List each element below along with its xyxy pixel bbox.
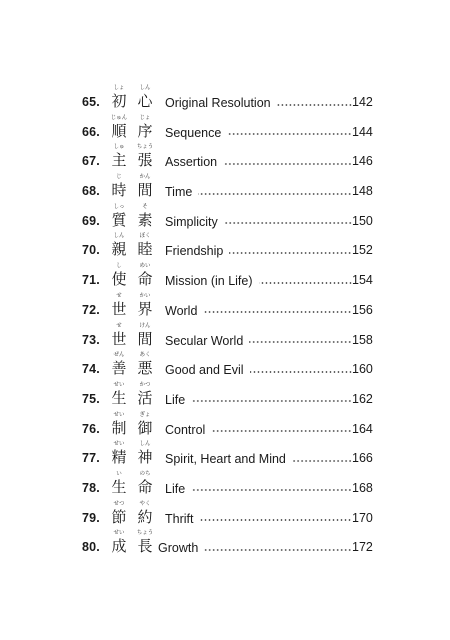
kanji-first: 精: [111, 448, 127, 467]
toc-entry[interactable]: [0, 412, 450, 442]
dot-leader: [250, 371, 352, 373]
furigana-second: のち: [139, 470, 151, 477]
furigana-second: かい: [139, 292, 151, 299]
page-number: 154: [352, 273, 373, 288]
entry-title: Original Resolution: [165, 96, 271, 110]
entry-title: Simplicity: [165, 214, 218, 229]
entry-number: 65.: [82, 95, 100, 109]
kanji-first: 世: [111, 299, 127, 318]
furigana-first: せつ: [113, 500, 125, 507]
kanji-first: 主: [111, 151, 127, 170]
entry-title: Control: [165, 422, 206, 437]
kanji-second: 睦: [137, 240, 153, 259]
dot-leader: [204, 549, 352, 551]
toc-entry[interactable]: [0, 115, 450, 145]
entry-number: 68.: [82, 184, 100, 199]
entry-title: World: [165, 303, 198, 318]
dot-leader: [211, 430, 352, 432]
entry-number: 66.: [82, 124, 100, 139]
page-number: 170: [352, 510, 373, 525]
kanji-first: 世: [111, 329, 127, 348]
dot-leader: [191, 489, 352, 491]
page-number: 156: [352, 302, 373, 317]
furigana-first: せ: [116, 322, 122, 329]
entry-number: 72.: [82, 302, 100, 317]
kanji-first: 制: [111, 418, 127, 437]
kanji-first: 使: [111, 270, 127, 289]
toc-entry[interactable]: [0, 293, 450, 323]
furigana-second: あく: [139, 352, 151, 359]
dot-leader: [259, 282, 352, 284]
dot-leader: [199, 519, 352, 521]
dot-leader: [249, 341, 352, 343]
kanji-first: 成: [111, 537, 127, 556]
entry-number: 77.: [82, 451, 100, 466]
kanji-second: 長: [137, 537, 153, 556]
entry-title: Sequence: [165, 125, 222, 140]
page-number: 142: [352, 95, 373, 109]
kanji-first: 時: [111, 181, 127, 200]
kanji-second: 命: [137, 477, 153, 496]
kanji-first: 生: [111, 477, 127, 496]
kanji-second: 約: [137, 507, 153, 526]
page-number: 150: [352, 213, 373, 228]
entry-number: 74.: [82, 362, 100, 377]
furigana-second: かつ: [139, 381, 151, 388]
furigana-first: せい: [113, 441, 125, 448]
dot-leader: [277, 104, 352, 106]
entry-number: 67.: [82, 154, 100, 169]
toc-entry[interactable]: [0, 471, 450, 501]
kanji-second: 活: [137, 388, 153, 407]
kanji-first: 親: [111, 240, 127, 259]
kanji-second: 界: [137, 299, 153, 318]
toc-entry[interactable]: [0, 323, 450, 353]
furigana-first: い: [116, 470, 122, 477]
entry-title: Assertion: [165, 155, 218, 170]
furigana-second: ぼく: [139, 233, 151, 240]
toc-entry[interactable]: [0, 85, 450, 115]
furigana-second: じょ: [139, 114, 151, 121]
entry-number: 69.: [82, 213, 100, 228]
furigana-second: ぎょ: [139, 411, 151, 418]
entry-number: 73.: [82, 332, 100, 347]
kanji-first: 善: [111, 359, 127, 378]
dot-leader: [292, 460, 352, 462]
dot-leader: [203, 311, 352, 313]
kanji-second: 張: [137, 151, 153, 170]
entry-title-leader: [165, 392, 352, 408]
entry-title-leader: [165, 422, 352, 438]
page-number: 164: [352, 421, 373, 436]
kanji-second: 間: [137, 181, 153, 200]
entry-number: 70.: [82, 243, 100, 258]
furigana-first: しっ: [113, 203, 125, 210]
kanji-second: 間: [137, 329, 153, 348]
dot-leader: [191, 400, 352, 402]
kanji-second: 悪: [137, 359, 153, 378]
toc-entry[interactable]: [0, 530, 450, 560]
furigana-second: しん: [139, 441, 151, 448]
entry-title-leader: [165, 333, 352, 349]
toc-entry[interactable]: [0, 144, 450, 174]
entry-number: 71.: [82, 273, 100, 288]
entry-title-leader: [165, 481, 352, 497]
entry-title-leader: [158, 540, 352, 556]
toc-entry[interactable]: [0, 263, 450, 293]
kanji-second: 御: [137, 418, 153, 437]
furigana-second: めい: [139, 263, 151, 270]
entry-title: Growth: [158, 541, 199, 556]
entry-title: Life: [165, 392, 186, 407]
page-number: 166: [352, 451, 373, 466]
entry-title: Life: [165, 481, 186, 496]
page-number: 158: [352, 332, 373, 347]
kanji-second: 心: [137, 92, 153, 110]
entry-title-leader: [165, 511, 352, 527]
furigana-second: ちょう: [136, 530, 154, 537]
page-number: 152: [352, 243, 373, 258]
entry-title: Thrift: [165, 511, 194, 526]
kanji-second: 素: [137, 210, 153, 229]
furigana-first: しゅ: [113, 144, 125, 151]
page-number: 162: [352, 391, 373, 406]
entry-title-leader: [165, 303, 352, 319]
kanji-second: 序: [137, 121, 153, 140]
furigana-second: かん: [139, 174, 151, 181]
toc-entry[interactable]: [0, 204, 450, 234]
dot-leader: [223, 163, 352, 165]
dot-leader: [227, 133, 352, 135]
furigana-first: じゅん: [110, 114, 128, 121]
furigana-first: せい: [113, 411, 125, 418]
entry-title-leader: [165, 154, 352, 170]
dot-leader: [198, 193, 352, 195]
kanji-first: 初: [111, 92, 127, 110]
page-number: 172: [352, 540, 373, 555]
toc-entry[interactable]: [0, 382, 450, 412]
kanji-second: 命: [137, 270, 153, 289]
entry-title-leader: [165, 243, 352, 259]
entry-title: Good and Evil: [165, 363, 244, 378]
furigana-first: しょ: [113, 85, 125, 91]
furigana-first: せい: [113, 381, 125, 388]
entry-number: 76.: [82, 421, 100, 436]
entry-title: Friendship: [165, 244, 224, 259]
entry-title-leader: [165, 95, 352, 111]
entry-title-leader: [165, 273, 352, 289]
kanji-first: 生: [111, 388, 127, 407]
entry-title: Mission (in Life): [165, 274, 253, 289]
kanji-first: 質: [111, 210, 127, 229]
toc-entry[interactable]: [0, 441, 450, 471]
page-number: 144: [352, 124, 373, 139]
furigana-first: せ: [116, 292, 122, 299]
page-number: 148: [352, 184, 373, 199]
furigana-second: しん: [139, 85, 151, 91]
entry-title: Spirit, Heart and Mind: [165, 452, 286, 467]
dot-leader: [229, 252, 352, 254]
kanji-first: 節: [111, 507, 127, 526]
furigana-second: やく: [139, 500, 151, 507]
table-of-contents: [0, 85, 450, 560]
furigana-first: し: [116, 263, 122, 270]
entry-number: 79.: [82, 510, 100, 525]
toc-entry[interactable]: [0, 352, 450, 382]
page-number: 168: [352, 480, 373, 495]
toc-entry[interactable]: [0, 233, 450, 263]
entry-title-leader: [165, 362, 352, 378]
kanji-first: 順: [111, 121, 127, 140]
furigana-second: ちょう: [136, 144, 154, 151]
page-number: 160: [352, 362, 373, 377]
furigana-second: そ: [142, 203, 148, 210]
entry-title-leader: [165, 125, 352, 141]
entry-title-leader: [165, 184, 352, 200]
entry-title: Time: [165, 185, 193, 200]
entry-title-leader: [165, 451, 352, 467]
entry-number: 75.: [82, 391, 100, 406]
entry-number: 78.: [82, 480, 100, 495]
furigana-second: けん: [139, 322, 151, 329]
dot-leader: [224, 222, 352, 224]
kanji-second: 神: [137, 448, 153, 467]
furigana-first: しん: [113, 233, 125, 240]
entry-title: Secular World: [165, 333, 244, 348]
furigana-first: じ: [116, 174, 122, 181]
toc-entry[interactable]: [0, 501, 450, 531]
entry-number: 80.: [82, 540, 100, 555]
page-number: 146: [352, 154, 373, 169]
toc-entry[interactable]: [0, 174, 450, 204]
furigana-first: ぜん: [113, 352, 125, 359]
entry-title-leader: [165, 214, 352, 230]
furigana-first: せい: [113, 530, 125, 537]
